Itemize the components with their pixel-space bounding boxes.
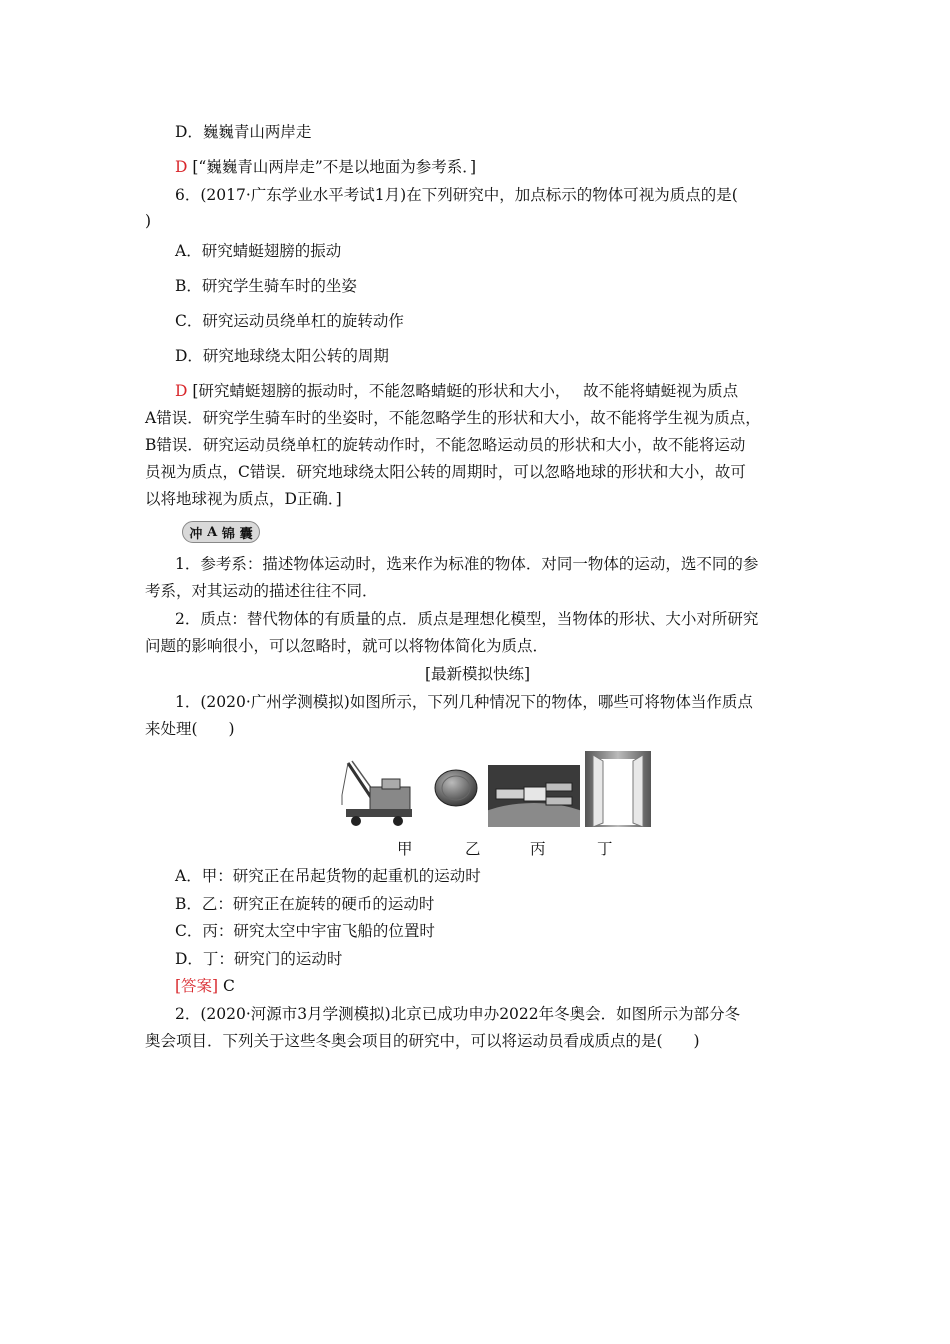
- q6-explanation-line-5: 以将地球视为质点，D正确．]: [145, 490, 342, 508]
- caption-yi: 乙: [465, 840, 481, 858]
- p1-answer: [175, 975, 235, 997]
- coin-image: [433, 768, 479, 808]
- q5-option-d: D．巍巍青山两岸走: [175, 123, 312, 141]
- heading-char-3: 锦: [221, 526, 235, 542]
- caption-bing: 丙: [530, 840, 546, 858]
- q6-stem: 6．(2017·广东学业水平考试1月)在下列研究中，加点标示的物体可视为质点的是(: [175, 186, 738, 204]
- caption-jia: 甲: [397, 840, 413, 858]
- p1-stem-line-1: 1．(2020·广州学测模拟)如图所示，下列几种情况下的物体，哪些可将物体当作质点: [175, 693, 753, 711]
- p1-stem-line-2: 来处理( ): [145, 720, 235, 738]
- q6-explanation-line-4: 员视为质点，C错误．研究地球绕太阳公转的周期时，可以忽略地球的形状和大小，故可: [145, 463, 746, 481]
- q6-explanation-line-3: B错误．研究运动员绕单杠的旋转动作时，不能忽略运动员的形状和大小，故不能将运动: [145, 436, 746, 454]
- tip-1-line-1: 1．参考系：描述物体运动时，选来作为标准的物体．对同一物体的运动，选不同的参: [175, 555, 759, 573]
- q6-explanation-line-2: A错误．研究学生骑车时的坐姿时，不能忽略学生的形状和大小，故不能将学生视为质点，: [145, 409, 761, 427]
- p2-stem-line-1: 2．(2020·河源市3月学测模拟)北京已成功申办2022年冬奥会．如图所示为部分冬: [175, 1005, 741, 1023]
- spacecraft-image: [488, 765, 580, 827]
- heading-char-2: A: [207, 524, 218, 540]
- door-image: [585, 751, 651, 827]
- section-heading-badge: [182, 521, 260, 543]
- q6-answer-letter: D: [175, 382, 188, 400]
- q6-explanation-line-1: [175, 380, 738, 402]
- heading-char-4: 囊: [239, 526, 253, 542]
- p1-answer-label: [答案]: [175, 977, 219, 995]
- tip-2-line-1: 2．质点：替代物体的有质量的点．质点是理想化模型，当物体的形状、大小对所研究: [175, 610, 759, 628]
- q5-answer-letter: D: [175, 158, 188, 176]
- heading-char-1: 冲: [189, 526, 203, 542]
- q6-option-a: A．研究蜻蜓翅膀的振动: [175, 242, 342, 260]
- practice-title: [最新模拟快练]: [425, 665, 531, 683]
- q5-answer: [175, 156, 476, 178]
- p1-option-d: D．丁：研究门的运动时: [175, 950, 343, 968]
- q5-explanation: [“巍巍青山两岸走”不是以地面为参考系．]: [192, 158, 477, 176]
- q6-option-c: C．研究运动员绕单杠的旋转动作: [175, 312, 404, 330]
- p1-option-a: A．甲：研究正在吊起货物的起重机的运动时: [175, 867, 481, 885]
- q6-option-d: D．研究地球绕太阳公转的周期: [175, 347, 389, 365]
- q6-option-b: B．研究学生骑车时的坐姿: [175, 277, 357, 295]
- p2-stem-line-2: 奥会项目．下列关于这些冬奥会项目的研究中，可以将运动员看成质点的是( ): [145, 1032, 700, 1050]
- caption-ding: 丁: [597, 840, 613, 858]
- q6-stem-end: ): [145, 212, 152, 230]
- p1-answer-value: C: [223, 977, 235, 995]
- q6-expl-text-1: [研究蜻蜓翅膀的振动时，不能忽略蜻蜓的形状和大小， 故不能将蜻蜓视为质点: [192, 382, 739, 400]
- tip-2-line-2: 问题的影响很小，可以忽略时，就可以将物体简化为质点．: [145, 637, 549, 655]
- tip-1-line-2: 考系，对其运动的描述往往不同．: [145, 582, 378, 600]
- crane-image: [338, 755, 416, 827]
- p1-option-b: B．乙：研究正在旋转的硬币的运动时: [175, 895, 435, 913]
- p1-option-c: C．丙：研究太空中宇宙飞船的位置时: [175, 922, 435, 940]
